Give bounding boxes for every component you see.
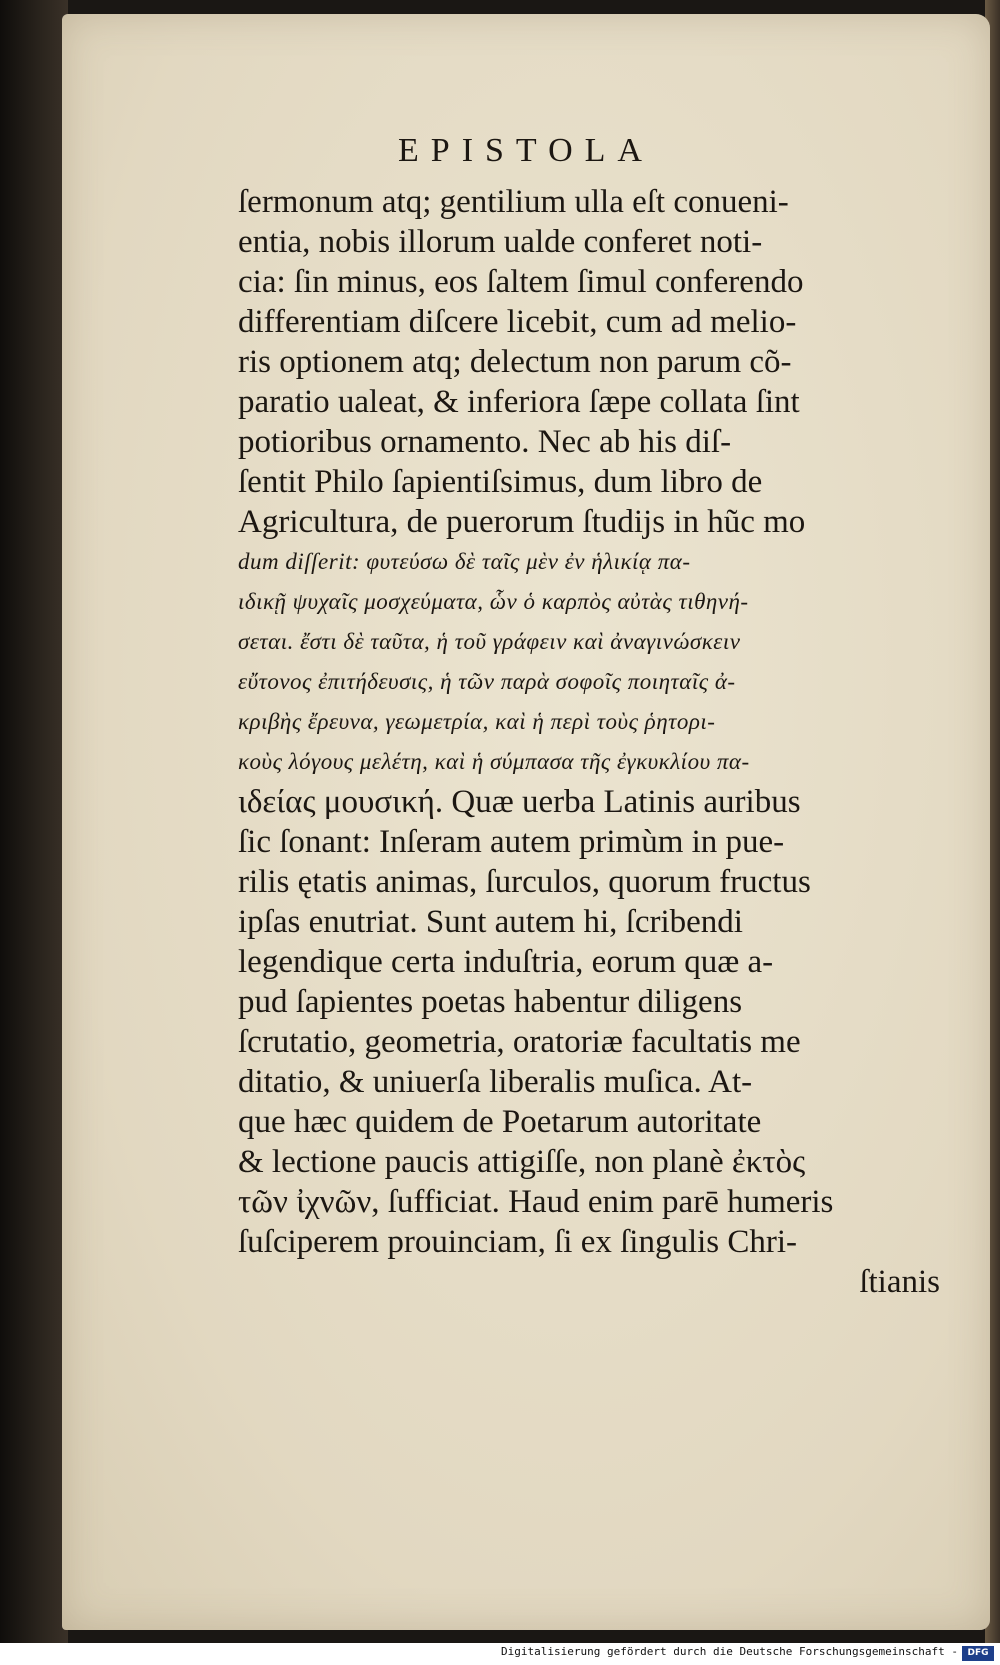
text-line: cia: ſin minus, eos ſaltem ſimul conferendo [238, 264, 804, 300]
greek-text-line: κοὺς λόγους μελέτη, καὶ ἡ σύμπασα τῆς ἐγκυκλίου πα- [238, 749, 750, 774]
text-line: ſermonum atq; gentilium ulla eſt conueni- [238, 184, 789, 220]
text-line: τῶν ἰχνῶν, ſufficiat. Haud enim parē humeris [238, 1184, 834, 1220]
digitization-footer [0, 1643, 1000, 1665]
greek-text-line: εὔτονος ἐπιτήδευσις, ἡ τῶν παρὰ σοφοῖς ποιηταῖς ἀ- [238, 669, 736, 694]
book-page [62, 14, 990, 1630]
text-line: rilis ętatis animas, ſurculos, quorum fructus [238, 864, 811, 900]
greek-text-line: dum diſſerit: φυτεύσω δὲ ταῖς μὲν ἐν ἡλικίᾳ πα- [238, 549, 691, 574]
text-line: & lectione paucis attigiſſe, non planè ἐκτὸς [238, 1144, 806, 1180]
text-line: legendique certa induſtria, eorum quæ a- [238, 944, 774, 980]
greek-text-line: κριβὴς ἔρευνα, γεωμετρία, καὶ ἡ περὶ τοὺς ῥητορι- [238, 709, 716, 734]
text-line: pud ſapientes poetas habentur diligens [238, 984, 743, 1020]
text-line: que hæc quidem de Poetarum autoritate [238, 1104, 762, 1140]
text-line: potioribus ornamento. Nec ab his diſ- [238, 424, 732, 460]
text-line: ſentit Philo ſapientiſsimus, dum libro de [238, 464, 763, 500]
text-line: entia, nobis illorum ualde conferet noti- [238, 224, 763, 260]
text-line: ipſas enutriat. Sunt autem hi, ſcribendi [238, 904, 743, 940]
text-line: paratio ualeat, & inferiora ſæpe collata ſint [238, 384, 800, 420]
catchword: ſtianis [859, 1264, 940, 1300]
funding-notice: Digitalisierung gefördert durch die Deutsche Forschungsgemeinschaft - [501, 1645, 958, 1658]
text-line: ſic ſonant: Inſeram autem primùm in pue- [238, 824, 785, 860]
greek-text-line: ιδικῇ ψυχαῖς μοσχεύματα, ὧν ὁ καρπὸς αὐτὰς τιθηνή- [238, 589, 749, 614]
text-line: ſuſciperem prouinciam, ſi ex ſingulis Chri- [238, 1224, 798, 1260]
text-line: ditatio, & uniuerſa liberalis muſica. At- [238, 1064, 753, 1100]
dfg-logo-icon: DFG [962, 1646, 994, 1661]
text-line: Agricultura, de puerorum ſtudijs in hũc mo [238, 504, 806, 540]
page-body-text [238, 182, 1000, 1302]
text-line: ris optionem atq; delectum non parum cõ- [238, 344, 792, 380]
text-line: ιδείας μουσική. Quæ uerba Latinis auribus [238, 784, 801, 820]
book-left-edge [0, 0, 68, 1665]
running-head: EPISTOLA [398, 132, 654, 169]
text-line: differentiam diſcere licebit, cum ad melio- [238, 304, 797, 340]
greek-text-line: σεται. ἔστι δὲ ταῦτα, ἡ τοῦ γράφειν καὶ ἀναγινώσκειν [238, 629, 741, 654]
text-line: ſcrutatio, geometria, oratoriæ facultatis me [238, 1024, 801, 1060]
